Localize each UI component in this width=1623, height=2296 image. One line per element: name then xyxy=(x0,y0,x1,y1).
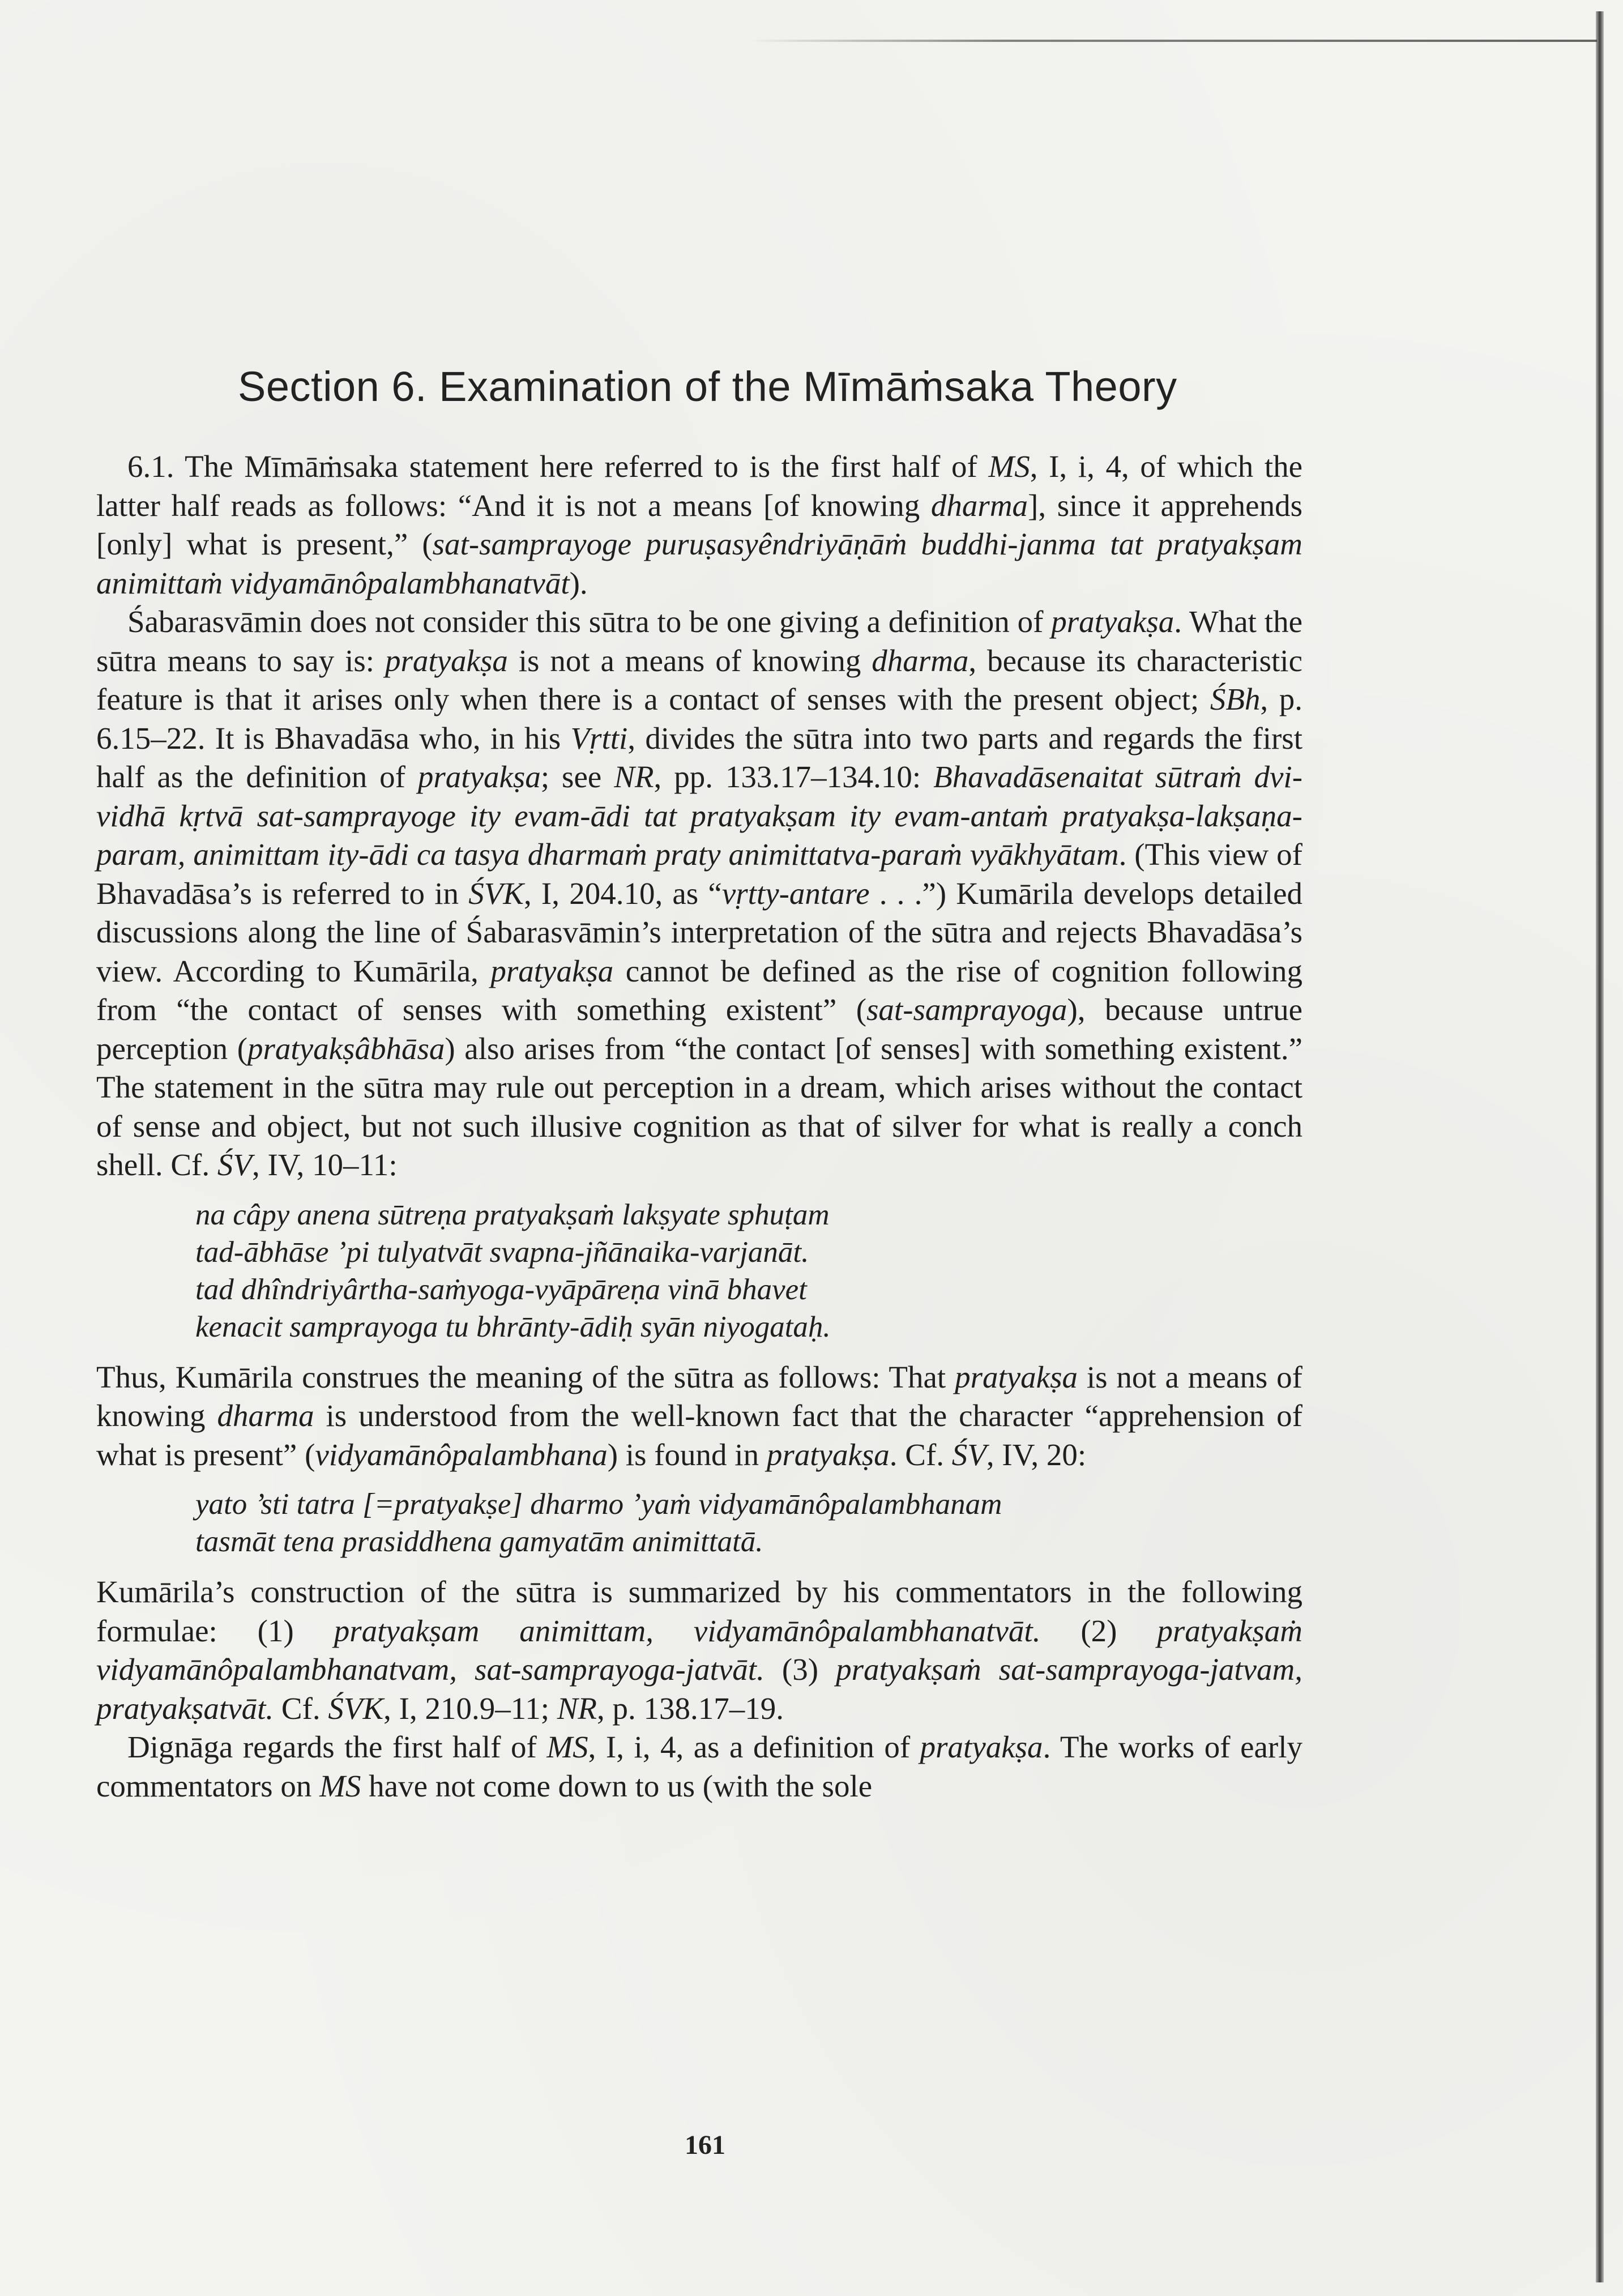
paragraph-formulae: Kumārila’s construction of the sūtra is summarized by his commentators in the following formulae: (1) pratyakṣam animittam, vidyamānôpalambhanatvāt. (2) pratyakṣaṁ vidyamānôpalambhanatvam, sat-samprayoga-jatvāt. (3) pratyakṣaṁ sat-samprayoga-jatvam, pratyakṣatvāt. Cf. ŚVK, I, 210.9–11; NR, p. 138.17–19. xyxy=(96,1574,1303,1726)
paragraph-sabarasvamin: Śabarasvāmin does not consider this sūtra to be one giving a definition of pratyakṣa. What the sūtra means to say is: pratyakṣa is not a means of knowing dharma, because its characteristic feature is that it arises only when there is a contact of senses with the present object; ŚBh, p. 6.15–22. It is Bhavadāsa who, in his Vṛtti, divides the sūtra into two parts and regards the first half as the definition of pratyakṣa; see NR, pp. 133.17–134.10: Bhavadāsenaitat sūtraṁ dvi-vidhā kṛtvā sat-samprayoge ity evam-ādi tat pratyakṣam ity evam-antaṁ pratyakṣa-lakṣaṇa-param, animittam ity-ādi ca tasya dharmaṁ praty animittatva-paraṁ vyākhyātam. (This view of Bhavadāsa’s is referred to in ŚVK, I, 204.10, as “vṛtty-antare . . .”) Kumārila develops detailed discussions along the line of Śabarasvāmin’s interpretation of the sūtra and rejects Bhavadāsa’s view. According to Kumārila, pratyakṣa cannot be defined as the rise of cognition following from “the contact of senses with something existent” (sat-samprayoga), because untrue perception (pratyakṣâbhāsa) also arises from “the contact [of senses] with something existent.” The statement in the sūtra may rule out perception in a dream, which arises without the contact of sense and object, but not such illusive cognition as that of silver for what is really a conch shell. Cf. ŚV, IV, 10–11: xyxy=(96,604,1303,1182)
verse-sv-iv-20 xyxy=(195,1486,1302,1560)
verse-line: yato ’sti tatra [=pratyakṣe] dharmo ’yaṁ vidyamānôpalambhanam xyxy=(195,1488,1002,1521)
page-binding-edge xyxy=(1596,11,1604,2282)
verse-line: kenacit samprayoga tu bhrānty-ādiḥ syān niyogataḥ. xyxy=(195,1310,831,1343)
paragraph-dignaga: Dignāga regards the first half of MS, I, i, 4, as a definition of pratyakṣa. The works of early commentators on MS have not come down to us (with the sole xyxy=(96,1730,1303,1803)
verse-line: tad-ābhāse ’pi tulyatvāt svapna-jñānaika-varjanāt. xyxy=(195,1235,809,1269)
page-number: 161 xyxy=(685,2130,725,2160)
paragraph-6-1: 6.1. The Mīmāṁsaka statement here referred to is the first half of MS, I, i, 4, of which the latter half reads as follows: “And it is not a means [of knowing dharma], since it apprehends [only] what is present,” (sat-samprayoge puruṣasyêndriyāṇāṁ buddhi-janma tat pratyakṣam animittaṁ vidyamānôpalambhanatvāt). xyxy=(96,449,1303,600)
section-heading: Section 6. Examination of the Mīmāṁsaka Theory xyxy=(238,363,1177,410)
body-text xyxy=(96,447,1302,1806)
paragraph-kumarila-construes: Thus, Kumārila construes the meaning of the sūtra as follows: That pratyakṣa is not a means of knowing dharma is understood from the well-known fact that the character “apprehension of what is present” (vidyamānôpalambhana) is found in pratyakṣa. Cf. ŚV, IV, 20: xyxy=(96,1359,1302,1472)
verse-sv-iv-10-11 xyxy=(195,1196,1302,1346)
scan-shadow-top xyxy=(748,40,1597,42)
verse-line: na câpy anena sūtreṇa pratyakṣaṁ lakṣyate sphuṭam xyxy=(195,1198,830,1231)
verse-line: tad dhîndriyârtha-saṁyoga-vyāpāreṇa vinā bhavet xyxy=(195,1273,807,1306)
verse-line: tasmāt tena prasiddhena gamyatām animittatā. xyxy=(195,1525,763,1558)
